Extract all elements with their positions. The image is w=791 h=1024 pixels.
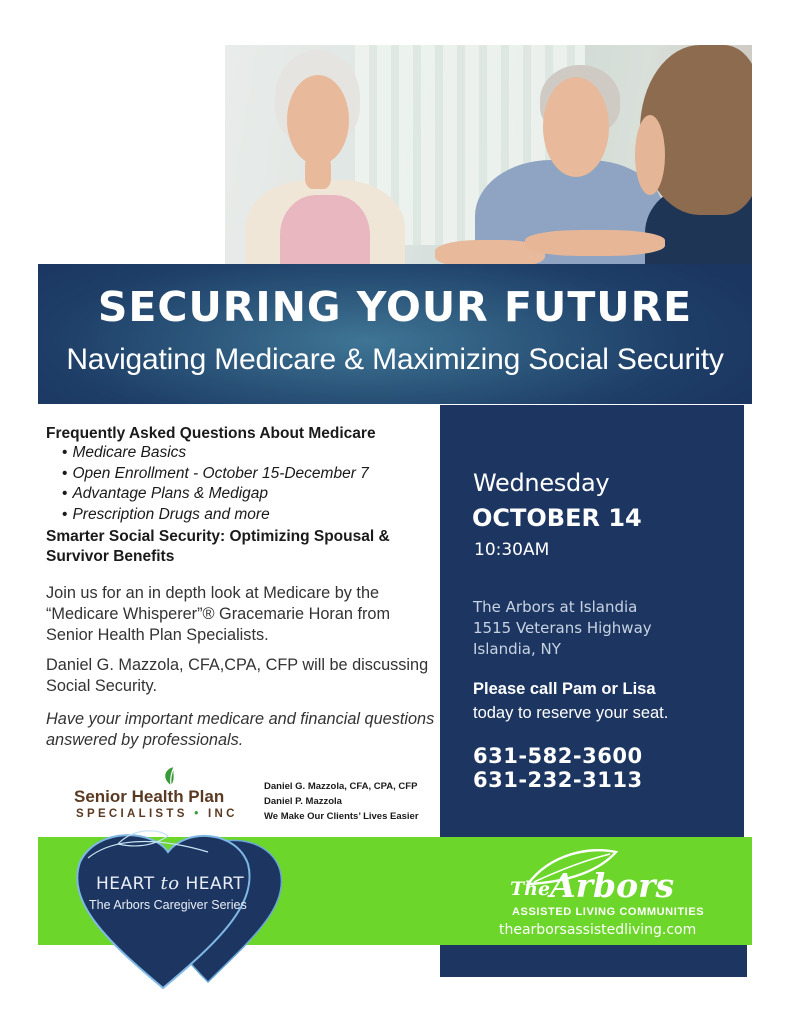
- sponsor-logo-name: Senior Health Plan: [74, 787, 225, 806]
- sponsor-sub-left: SPECIALISTS: [76, 808, 188, 820]
- event-venue: The Arbors at Islandia: [473, 598, 638, 616]
- series-title-right: HEART: [185, 874, 245, 894]
- arbors-logo-name: Arbors: [550, 866, 675, 905]
- arbors-logo-subtitle: ASSISTED LIVING COMMUNITIES: [512, 906, 705, 918]
- leaf-icon: [160, 765, 182, 787]
- page-title: SECURING YOUR FUTURE: [97, 283, 693, 331]
- series-title-left: HEART: [96, 874, 155, 894]
- speaker-paragraph: Daniel G. Mazzola, CFA,CPA, CFP will be discussing Social Security.: [46, 656, 429, 695]
- sponsor-logo-subtitle: [76, 808, 238, 820]
- credit-line: We Make Our Clients’ Lives Easier: [264, 811, 419, 822]
- event-city: Islandia, NY: [473, 640, 561, 658]
- credit-line: Daniel G. Mazzola, CFA, CPA, CFP: [264, 781, 418, 792]
- faq-item: • Medicare Basics: [62, 444, 369, 465]
- call-to-action: Please call Pam or Lisa: [473, 680, 656, 698]
- reserve-text: today to reserve your seat.: [473, 704, 669, 722]
- faq-heading: Frequently Asked Questions About Medicare: [46, 425, 376, 442]
- faq-list: [62, 444, 369, 526]
- sponsor-credits: [264, 779, 419, 824]
- website-link[interactable]: thearborsassistedliving.com: [499, 922, 697, 938]
- event-day: Wednesday: [473, 469, 610, 497]
- event-panel-bottom: [440, 945, 747, 977]
- series-subtitle: The Arbors Caregiver Series: [89, 898, 247, 912]
- sponsor-sub-right: INC: [208, 808, 238, 820]
- event-street: 1515 Veterans Highway: [473, 619, 652, 637]
- social-security-heading: Smarter Social Security: Optimizing Spousal & Survivor Benefits: [46, 528, 390, 565]
- series-title: [96, 873, 244, 894]
- arbors-logo-the: The: [510, 878, 551, 900]
- series-title-mid: to: [160, 873, 180, 894]
- faq-item: • Open Enrollment - October 15-December 7: [62, 465, 369, 486]
- page-subtitle: Navigating Medicare & Maximizing Social Security: [66, 343, 724, 376]
- hero-photo: [225, 45, 752, 275]
- faq-item: • Advantage Plans & Medigap: [62, 485, 369, 506]
- footer-band-edge: [747, 837, 752, 945]
- phone-number[interactable]: 631-232-3113: [473, 768, 643, 792]
- credit-line: Daniel P. Mazzola: [264, 796, 342, 807]
- event-date: OCTOBER 14: [472, 504, 642, 532]
- faq-item: • Prescription Drugs and more: [62, 506, 369, 527]
- event-time: 10:30AM: [474, 540, 550, 560]
- phone-number[interactable]: 631-582-3600: [473, 744, 643, 768]
- questions-paragraph: Have your important medicare and financial questions answered by professionals.: [46, 710, 435, 749]
- sponsor-sub-dot: •: [194, 808, 202, 820]
- intro-paragraph: Join us for an in depth look at Medicare by the “Medicare Whisperer”® Gracemarie Horan from Senior Health Plan Specialists.: [46, 584, 391, 644]
